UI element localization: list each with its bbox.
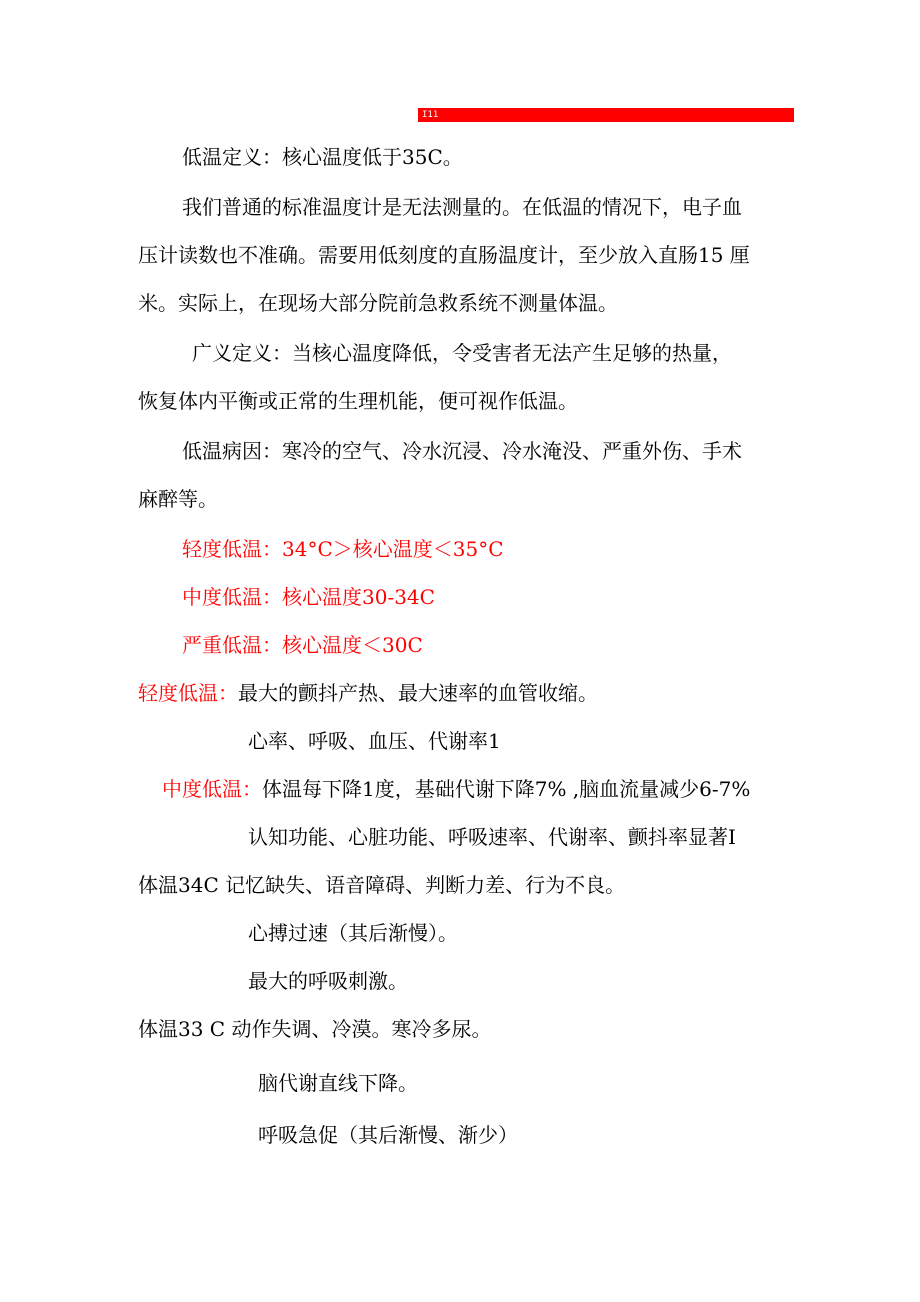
header-red-bar [418,108,794,122]
thermometer-line-3: 米。实际上，在现场大部分院前急救系统不测量体温。 [138,291,618,315]
moderate-sub-7: 呼吸急促（其后渐慢、渐少） [258,1123,518,1147]
thermometer-line-1: 我们普通的标准温度计是无法测量的。在低温的情况下，电子血 [182,195,742,219]
mild-section-text: 最大的颤抖产热、最大速率的血管收缩。 [238,681,598,705]
moderate-sub-6: 脑代谢直线下降。 [258,1071,418,1095]
moderate-sub-1: 认知功能、心脏功能、呼吸速率、代谢率、颤抖率显著I [248,825,736,849]
broad-definition-line-1: 广义定义：当核心温度降低，令受害者无法产生足够的热量， [192,341,732,365]
causes-line-1: 低温病因：寒冷的空气、冷水沉浸、冷水淹没、严重外伤、手术 [182,439,742,463]
moderate-classification: 中度低温：核心温度30-34C [182,585,435,609]
moderate-section-text: 体温每下降1度，基础代谢下降7% ,脑血流量减少6-7% [262,777,751,801]
definition-line: 低温定义：核心温度低于35C。 [182,145,463,169]
moderate-section-line [162,774,750,804]
moderate-sub-3: 心搏过速（其后渐慢）。 [248,921,458,945]
causes-line-2: 麻醉等。 [138,487,218,511]
header-bar-label: I11 [422,110,439,120]
moderate-sub-4: 最大的呼吸刺激。 [248,969,408,993]
broad-definition-line-2: 恢复体内平衡或正常的生理机能，便可视作低温。 [138,389,578,413]
thermometer-line-2: 压计读数也不准确。需要用低刻度的直肠温度计，至少放入直肠15 厘 [138,243,750,267]
moderate-sub-5: 体温33 C 动作失调、冷漠。寒冷多尿。 [138,1017,492,1041]
mild-section-label: 轻度低温： [138,681,238,705]
mild-section-sub: 心率、呼吸、血压、代谢率1 [248,729,501,753]
severe-classification: 严重低温：核心温度＜30C [182,633,423,657]
mild-section-line [138,678,598,708]
moderate-sub-2: 体温34C 记忆缺失、语音障碍、判断力差、行为不良。 [138,873,626,897]
moderate-section-label: 中度低温： [162,777,262,801]
mild-classification: 轻度低温：34°C＞核心温度＜35°C [182,537,504,561]
